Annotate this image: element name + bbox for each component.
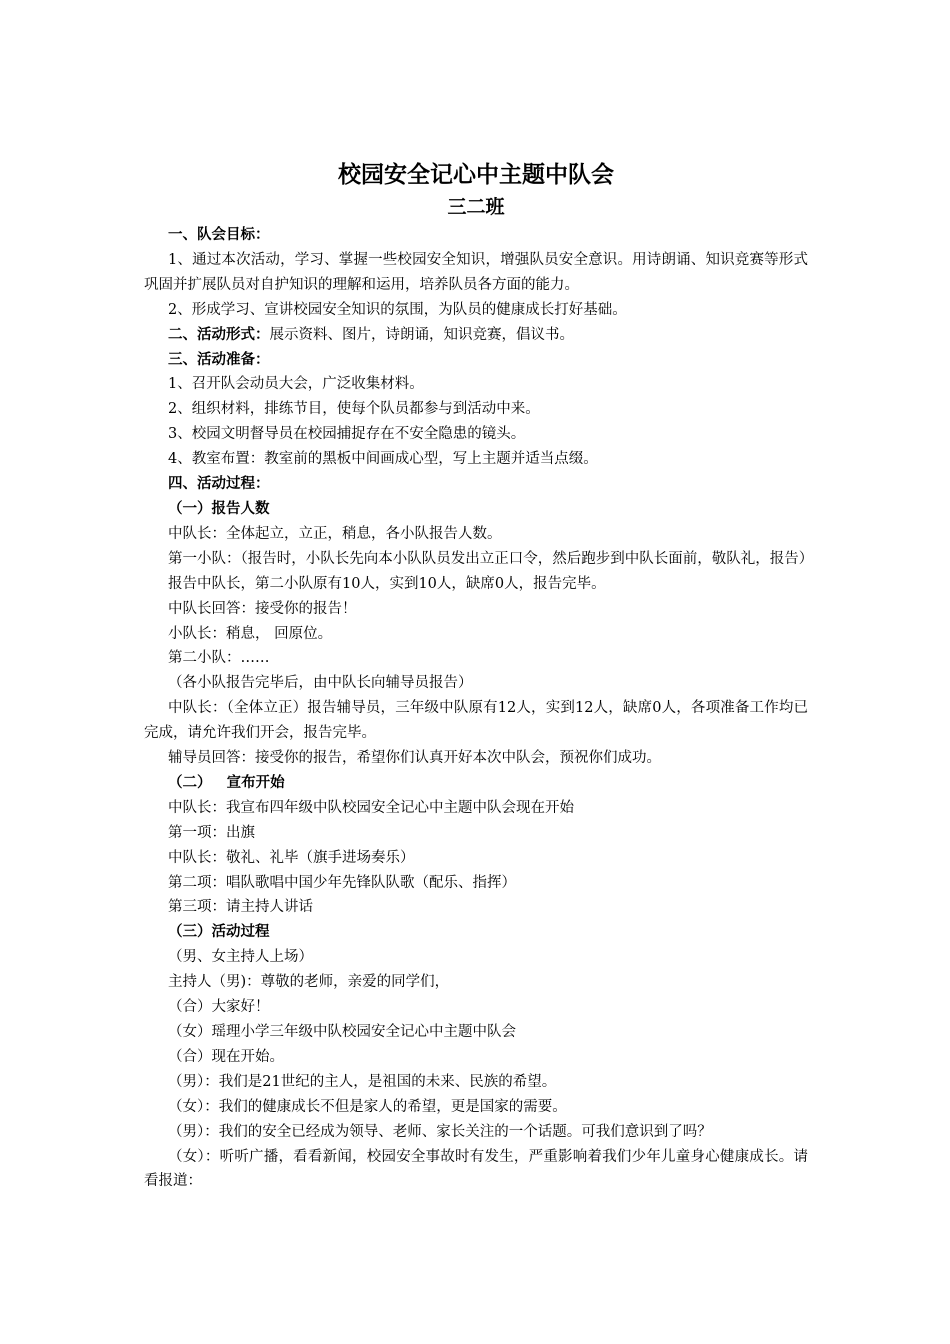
report-line: 中队长回答：接受你的报告！ xyxy=(168,600,357,617)
document-title: 校园安全记心中主题中队会 xyxy=(338,161,614,188)
activity-line: （女）：我们的健康成长不但是家人的希望，更是国家的需要。 xyxy=(168,1098,567,1115)
goal-paragraph-1: 1、通过本次活动，学习、掌握一些校园安全知识，增强队员安全意识。用诗朗诵、知识竞赛等形式巩固并扩展队员对自护知识的理解和运用，培养队员各方面的能力。 xyxy=(144,251,808,293)
report-line: 第一小队：（报告时，小队长先向本小队队员发出立正口令，然后跑步到中队长面前，敬队礼，报告） xyxy=(168,550,814,567)
start-line: 中队长：我宣布四年级中队校园安全记心中主题中队会现在开始 xyxy=(168,799,574,816)
activity-line: （女）瑶理小学三年级中队校园安全记心中主题中队会 xyxy=(168,1024,516,1040)
section-heading-goals: 一、队会目标： xyxy=(168,226,270,243)
activity-line: （合）大家好！ xyxy=(168,999,270,1016)
section-heading-form: 二、活动形式： xyxy=(168,325,270,343)
start-line: 中队长：敬礼、礼毕（旗手进场奏乐） xyxy=(168,849,415,866)
prep-item: 1、召开队会动员大会，广泛收集材料。 xyxy=(168,376,424,393)
subsection-heading-report: （一）报告人数 xyxy=(168,499,270,517)
document-page xyxy=(144,158,814,1194)
section-heading-process: 四、活动过程： xyxy=(168,475,270,493)
prep-item: 3、校园文明督导员在校园捕捉存在不安全隐患的镜头。 xyxy=(168,426,526,443)
activity-line: （男）：我们的安全已经成为领导、老师、家长关注的一个话题。可我们意识到了吗？ xyxy=(168,1123,712,1140)
form-text: 展示资料、图片，诗朗诵，知识竞赛，倡议书。 xyxy=(269,326,574,343)
subsection-heading-activity: （三）活动过程 xyxy=(168,923,270,941)
report-line: 第二小队：…… xyxy=(168,650,270,667)
start-line: 第二项：唱队歌唱中国少年先锋队队歌（配乐、指挥） xyxy=(168,874,516,891)
document-subtitle: 三二班 xyxy=(447,196,505,218)
goal-paragraph-2: 2、形成学习、宣讲校园安全知识的氛围，为队员的健康成长打好基础。 xyxy=(168,301,627,318)
report-line: 小队长：稍息， 回原位。 xyxy=(168,625,333,642)
report-line: 报告中队长，第二小队原有10人，实到10人，缺席0人，报告完毕。 xyxy=(168,575,606,592)
prep-item: 4、教室布置：教室前的黑板中间画成心型，写上主题并适当点缀。 xyxy=(168,451,598,468)
prep-item: 2、组织材料，排练节目，使每个队员都参与到活动中来。 xyxy=(168,401,540,418)
activity-line: （男）：我们是21世纪的主人，是祖国的未来、民族的希望。 xyxy=(168,1073,557,1090)
activity-line: 主持人（男)：尊敬的老师，亲爱的同学们， xyxy=(168,974,450,991)
subsection-heading-start: （二） 宣布开始 xyxy=(168,773,285,791)
activity-line: （合）现在开始。 xyxy=(168,1048,284,1065)
report-line: 中队长：（全体立正）报告辅导员，三年级中队原有12人，实到12人，缺席0人，各项准备工作均已完成，请允许我们开会，报告完毕。 xyxy=(144,700,808,742)
section-heading-prep: 三、活动准备： xyxy=(168,350,270,368)
report-line: 中队长：全体起立，立正，稍息，各小队报告人数。 xyxy=(168,525,502,542)
activity-line: （男、女主持人上场） xyxy=(168,949,313,966)
report-line: 辅导员回答：接受你的报告，希望你们认真开好本次中队会，预祝你们成功。 xyxy=(168,750,661,767)
activity-line: （女）：听听广播，看看新闻，校园安全事故时有发生，严重影响着我们少年儿童身心健康成长。请看报道： xyxy=(144,1148,808,1190)
start-line: 第一项：出旗 xyxy=(168,824,255,841)
start-line: 第三项：请主持人讲话 xyxy=(168,899,313,916)
section-form xyxy=(144,323,808,348)
report-line: （各小队报告完毕后，由中队长向辅导员报告） xyxy=(168,675,473,692)
